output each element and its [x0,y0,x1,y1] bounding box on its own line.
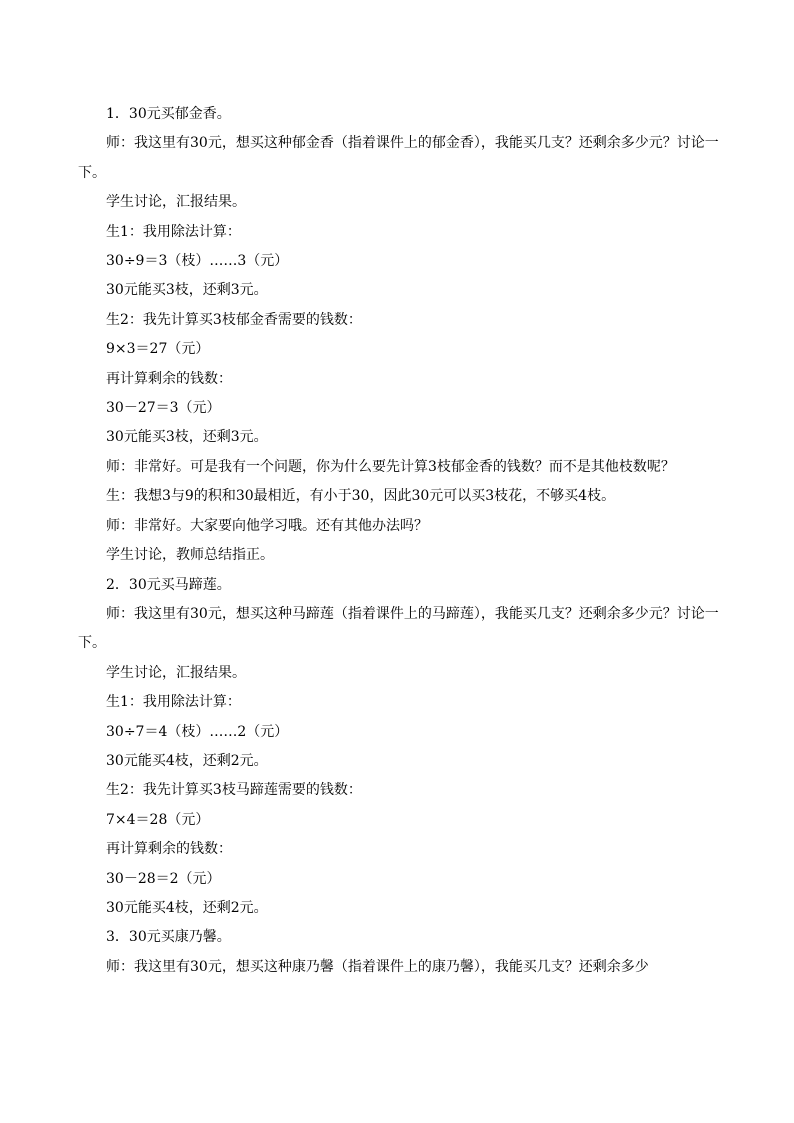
answer-line: 30元能买4枝，还剩2元。 [106,752,268,769]
answer-line: 30元能买3枝，还剩3元。 [106,282,268,299]
subtraction-equation: 30－28＝2（元） [106,870,221,887]
student-discussion: 学生讨论，汇报结果。 [106,664,246,681]
teacher-question-carnation: 师：我这里有30元，想买这种康乃馨（指着课件上的康乃馨），我能买几支？还剩余多少 [106,958,649,975]
subtraction-equation: 30－27＝3（元） [106,400,221,417]
section-heading-calla-lily: 2．30元买马蹄莲。 [106,576,231,593]
remainder-intro: 再计算剩余的钱数： [106,841,232,858]
student-reasoning: 生：我想3与9的积和30最相近，有小于30，因此30元可以买3枝花，不够买4枝。 [106,488,616,505]
teacher-praise: 师：非常好。大家要向他学习哦。还有其他办法吗？ [106,517,428,534]
teacher-summary: 学生讨论，教师总结指正。 [106,547,274,564]
student-1-method: 生1：我用除法计算： [106,223,241,240]
section-heading-carnation: 3．30元买康乃馨。 [106,929,231,946]
answer-line: 30元能买4枝，还剩2元。 [106,899,268,916]
teacher-question-tulip: 师：我这里有30元，想买这种郁金香（指着课件上的郁金香），我能买几支？还剩余多少元？讨论一下。 [78,135,719,181]
student-2-method: 生2：我先计算买3枝马蹄莲需要的钱数： [106,782,362,799]
remainder-intro: 再计算剩余的钱数： [106,370,232,387]
student-2-method: 生2：我先计算买3枝郁金香需要的钱数： [106,311,362,328]
section-heading-tulip: 1．30元买郁金香。 [106,106,231,122]
teacher-question-calla-lily: 师：我这里有30元，想买这种马蹄莲（指着课件上的马蹄莲），我能买几支？还剩余多少元？讨论一下。 [78,605,719,652]
student-1-method: 生1：我用除法计算： [106,694,241,711]
multiplication-equation: 7×4＝28（元） [106,811,210,828]
answer-line: 30元能买3枝，还剩3元。 [106,429,268,446]
student-discussion: 学生讨论，汇报结果。 [106,194,246,211]
multiplication-equation: 9×3＝27（元） [106,341,210,358]
teacher-question: 师：非常好。可是我有一个问题，你为什么要先计算3枝郁金香的钱数？而不是其他枝数呢？ [106,458,675,475]
division-equation: 30÷7＝4（枝）……2（元） [106,723,289,740]
document-body [78,100,728,982]
division-equation: 30÷9＝3（枝）……3（元） [106,253,289,270]
